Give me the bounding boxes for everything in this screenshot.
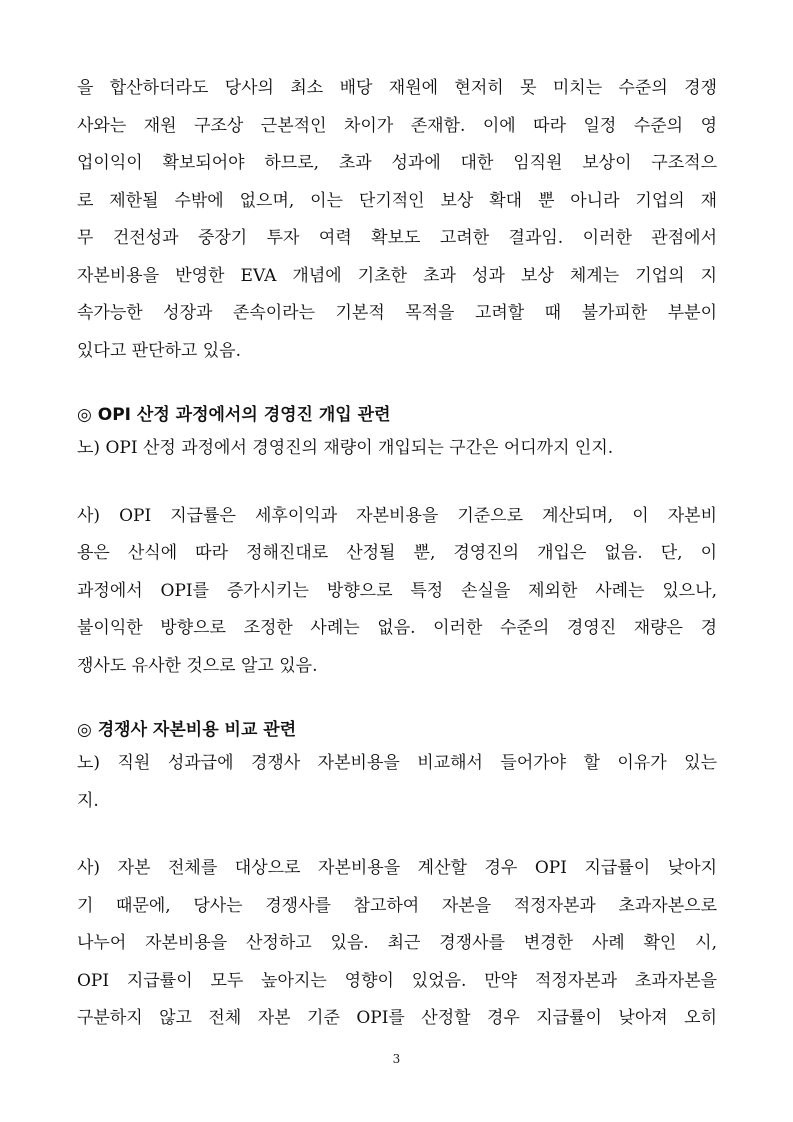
text-line: 사와는 재원 구조상 근본적인 차이가 존재함. 이에 따라 일정 수준의 영 [77, 115, 717, 136]
text-line: 불이익한 방향으로 조정한 사례는 없음. 이러한 수준의 경영진 재량은 경 [77, 618, 717, 638]
text-line: 지. [77, 790, 99, 811]
text-line: 속가능한 성장과 존속이라는 기본적 목적을 고려할 때 불가피한 부분이 [77, 303, 717, 323]
text-line: OPI 지급률이 모두 높아지는 영향이 있었음. 만약 적정자본과 초과자본을 [77, 970, 717, 991]
text-line: 을 합산하더라도 당사의 최소 배당 재원에 현저히 못 미치는 수준의 경쟁 [77, 78, 717, 98]
question-paragraph [77, 430, 717, 468]
text-line: 구분하지 않고 전체 자본 기준 OPI를 산정할 경우 지급률이 낮아져 오히 [77, 1008, 717, 1028]
text-line: 사) 자본 전체를 대상으로 자본비용을 계산할 경우 OPI 지급률이 낮아지 [77, 858, 717, 878]
text-line: 로 제한될 수밖에 없으며, 이는 단기적인 보상 확대 뿐 아니라 기업의 재 [77, 190, 717, 211]
text-line: 노) 직원 성과급에 경쟁사 자본비용을 비교해서 들어가야 할 이유가 있는 [77, 753, 717, 773]
answer-paragraph [77, 850, 717, 1038]
text-line: 자본비용을 반영한 EVA 개념에 기초한 초과 성과 보상 체계는 기업의 지 [77, 265, 717, 286]
text-line: 나누어 자본비용을 산정하고 있음. 최근 경쟁사를 변경한 사례 확인 시, [77, 933, 717, 953]
text-line: 있다고 판단하고 있음. [77, 340, 242, 361]
page-number: 3 [392, 1052, 401, 1066]
question-paragraph [77, 745, 717, 820]
text-line: 노) OPI 산정 과정에서 경영진의 재량이 개입되는 구간은 어디까지 인지. [77, 438, 614, 458]
text-line: 과정에서 OPI를 증가시키는 방향으로 특정 손실을 제외한 사례는 있으나, [77, 580, 717, 601]
answer-paragraph [77, 498, 717, 686]
text-line: 용은 산식에 따라 정해진대로 산정될 뿐, 경영진의 개입은 없음. 단, 이 [77, 543, 717, 563]
text-line: 쟁사도 유사한 것으로 알고 있음. [77, 655, 318, 676]
text-line: 기 때문에, 당사는 경쟁사를 참고하여 자본을 적정자본과 초과자본으로 [77, 895, 717, 916]
text-line: 사) OPI 지급률은 세후이익과 자본비용을 기준으로 계산되며, 이 자본비 [77, 505, 717, 526]
section-heading-opi-management: ◎ OPI 산정 과정에서의 경영진 개입 관련 [77, 405, 391, 425]
paragraph-continuation [77, 70, 717, 370]
text-line: 무 건전성과 중장기 투자 여력 확보도 고려한 결과임. 이러한 관점에서 [77, 228, 717, 248]
section-heading-competitor-cost: ◎ 경쟁사 자본비용 비교 관련 [77, 720, 297, 740]
text-line: 업이익이 확보되어야 하므로, 초과 성과에 대한 임직원 보상이 구조적으 [77, 153, 717, 173]
document-page [77, 70, 717, 1038]
